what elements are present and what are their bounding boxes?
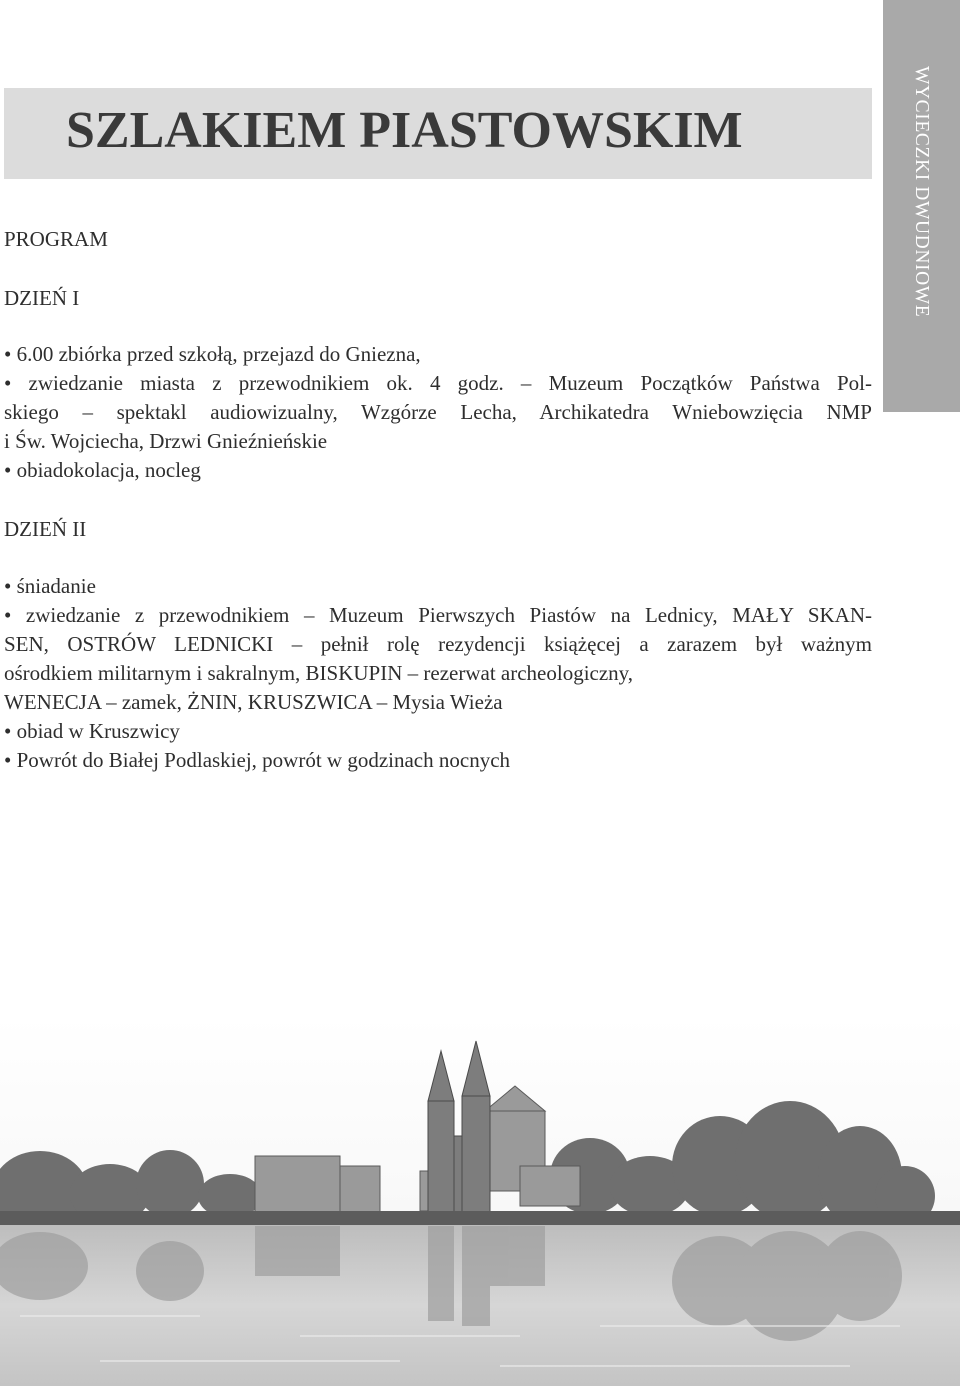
day1-heading: DZIEŃ I xyxy=(4,286,80,310)
page-title: SZLAKIEM PIASTOWSKIM xyxy=(66,102,743,159)
day2-line: • Powrót do Białej Podlaskiej, powrót w godzinach nocnych xyxy=(4,748,511,772)
cathedral-lake-photo xyxy=(0,1016,960,1386)
day1-line: i Św. Wojciecha, Drzwi Gnieźnieńskie xyxy=(4,429,328,453)
day1-line: • obiadokolacja, nocleg xyxy=(4,458,201,482)
day1-line: • 6.00 zbiórka przed szkołą, przejazd do Gniezna, xyxy=(4,342,421,366)
side-tab xyxy=(883,0,960,412)
day1-line: • zwiedzanie miasta z przewodnikiem ok. 4 godz. – Muzeum Początków Państwa Pol- xyxy=(4,371,872,395)
day2-line: • obiad w Kruszwicy xyxy=(4,719,180,743)
day2-line: • zwiedzanie z przewodnikiem – Muzeum Pierwszych Piastów na Lednicy, MAŁY SKAN- xyxy=(4,603,872,627)
day1-line: skiego – spektakl audiowizualny, Wzgórze Lecha, Archikatedra Wniebowzięcia NMP xyxy=(4,400,872,424)
side-tab-label: WYCIECZKI DWUDNIOWE xyxy=(911,66,932,318)
shoreline xyxy=(0,1211,960,1225)
day2-line: • śniadanie xyxy=(4,574,96,598)
day2-heading: DZIEŃ II xyxy=(4,517,87,541)
program-heading: PROGRAM xyxy=(4,227,108,251)
day2-line: ośrodkiem militarnym i sakralnym, BISKUPIN – rezerwat archeologiczny, xyxy=(4,661,634,685)
day2-line: SEN, OSTRÓW LEDNICKI – pełnił rolę rezydencji książęcej a zarazem był ważnym xyxy=(4,632,872,656)
day2-line: WENECJA – zamek, ŻNIN, KRUSZWICA – Mysia Wieża xyxy=(4,690,503,714)
